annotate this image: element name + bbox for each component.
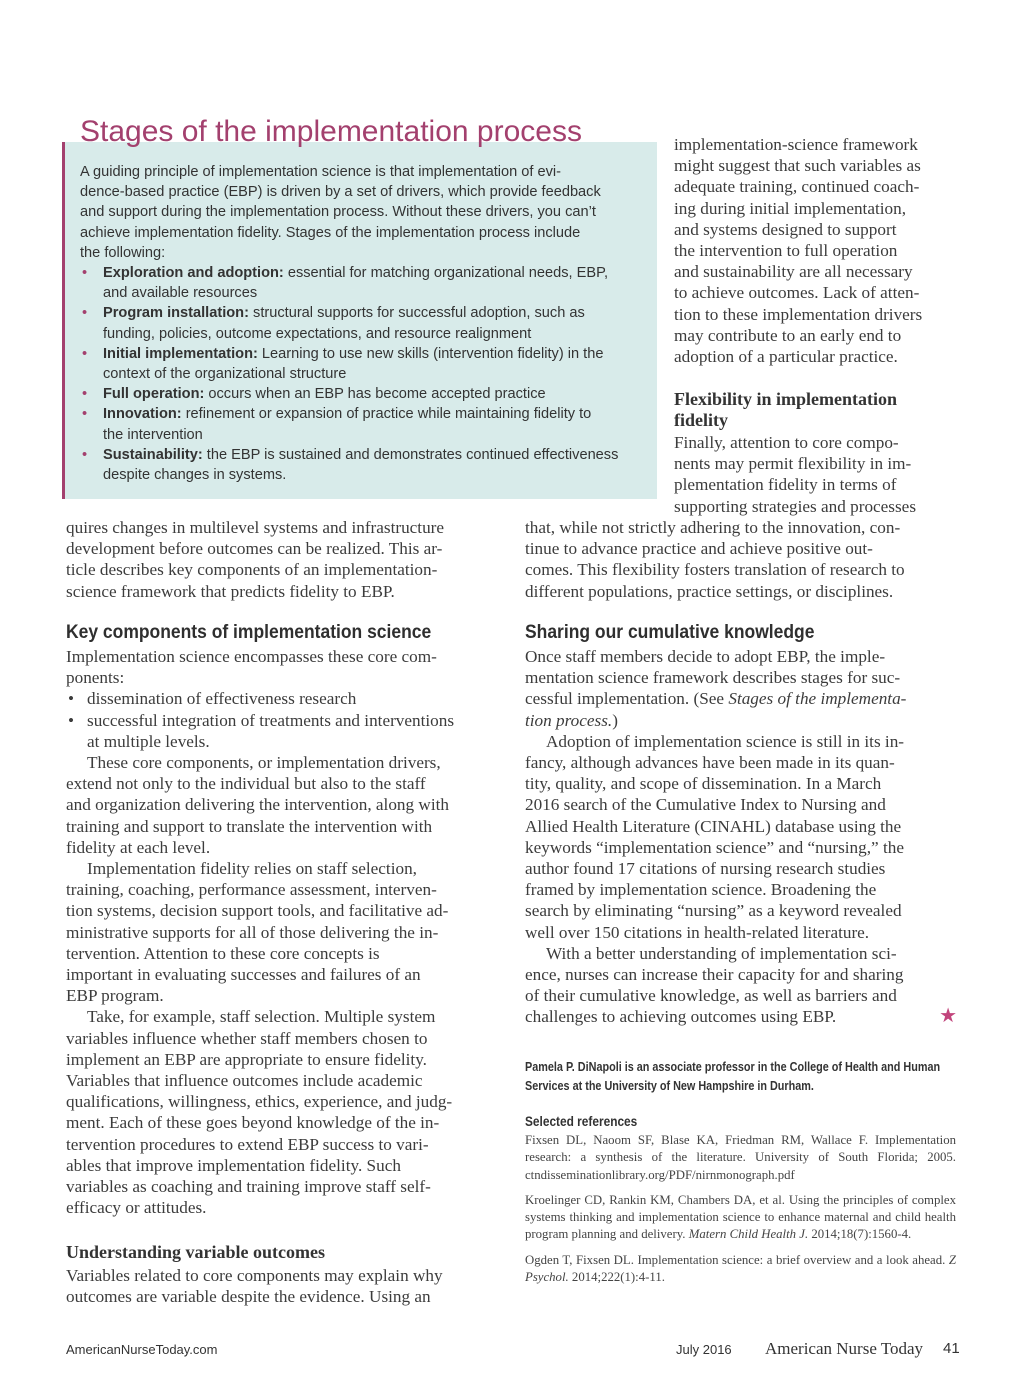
list-item: • dissemination of effectiveness research [68, 689, 357, 709]
reference-item: Fixsen DL, Naoom SF, Blase KA, Friedman RM, Wallace F. Implementation research: a synthesis of the literature. University of South Florida; 2005. ctndisseminationlibrary.org/PDF/nirnmonograph.pdf [525, 1133, 956, 1182]
stage-item: • Program installation: structural supports for successful adoption, such as funding, policies, outcome expectations, and resource realignment [82, 305, 585, 342]
sidebar-reference: Stages of the implementa- [728, 689, 907, 709]
flexibility-paragraph-wide: that, while not strictly adhering to the innovation, con- tinue to advance practice and achieve positive out- comes. This flexibility fosters translation of research to different populations, practice settings, or disciplines. [525, 518, 905, 601]
stage-item: • Sustainability: the EBP is sustained and demonstrates continued effectiveness despite changes in systems. [82, 446, 619, 484]
references-heading: Selected references [525, 1114, 638, 1129]
bullet-icon: • [82, 446, 88, 463]
footer-website: AmericanNurseToday.com [66, 1342, 218, 1357]
variable-outcomes-heading: Understanding variable outcomes [66, 1242, 326, 1262]
stage-list [80, 263, 640, 485]
stage-item: • Exploration and adoption: essential for matching organizational needs, EBP, and available resources [82, 265, 609, 302]
paragraph: Implementation fidelity relies on staff selection, training, coaching, performance assessment, interven- tion systems, decision support tools, and facilitative ad- ministrative supports for all of those delivering the in- tervention. Attention to these core concepts is important in evaluating successes and failures of an EBP program. [66, 859, 449, 1006]
paragraph: Once staff members decide to adopt EBP, the imple- mentation science framework describes stages for suc- cessful implementation. (See Stages of the implementa- tion process.) [525, 647, 907, 730]
footer-date: July 2016 [676, 1342, 732, 1357]
author-bio: Pamela P. DiNapoli is an associate professor in the College of Health and Human Services at the University of New Hampshire in Durham. [525, 1060, 941, 1093]
paragraph: Take, for example, staff selection. Multiple system variables influence whether staff members chosen to implement an EBP are appropriate to ensure fidelity. Variables that influence outcomes include academic qualifications, willingness, ethics, experience, and judg- ment. Each of these goes beyond knowledge of the in- tervention procedures to extend EBP success to vari- ables that improve implementation fidelity. Such variables as coaching and training improve staff self- efficacy or attitudes. [66, 1007, 453, 1218]
sharing-heading: Sharing our cumulative knowledge [525, 622, 815, 643]
sidebar-intro: A guiding principle of implementation science is that implementation of evi- dence-based practice (EBP) is driven by a set of drivers, which provide feedback and support during the implementation process. Without these drivers, you can’t achieve implementation fidelity. Stages of the implementation process include the following: [80, 164, 601, 261]
footer-magazine: American Nurse Today [765, 1339, 924, 1358]
bullet-icon: • [82, 386, 88, 403]
intro-continuation: quires changes in multilevel systems and infrastructure development before outcomes can be realized. This ar- ticle describes key components of an implementation- science framework that predicts fidelity to EBP. [66, 518, 445, 601]
right-top-paragraph: implementation-science framework might suggest that such variables as adequate training, continued coach- ing during initial implementation, and systems designed to support the intervention to full operation and sustainability are all necessary to achieve outcomes. Lack of atten- tion to these implementation drivers may contribute to an early end to adoption of a particular practice. [674, 135, 923, 367]
bullet-icon: • [82, 265, 88, 282]
bullet-icon: • [82, 305, 88, 322]
reference-item: Ogden T, Fixsen DL. Implementation science: a brief overview and a look ahead. Z Psychol. 2014;222(1):4-11. [525, 1252, 956, 1285]
paragraph: These core components, or implementation drivers, extend not only to the individual but also to the staff and organization delivering the intervention, along with training and support to translate the intervention with fidelity at each level. [66, 753, 449, 857]
list-item: • successful integration of treatments and interventions at multiple levels. [68, 710, 455, 751]
paragraph: Adoption of implementation science is still in its in- fancy, although advances have been made in its quan- tity, quality, and scope of dissemination. In a March 2016 search of the Cumulative Index to Nursing and Allied Health Literature (CINAHL) database using the keywords “implementation science” and “nursing,” the author found 17 citations of nursing research studies framed by implementation science. Broadening the search by eliminating “nursing” as a keyword revealed well over 150 citations in health-related literature. [525, 731, 905, 942]
variable-outcomes-body: Variables related to core components may explain why outcomes are variable despite the evidence. Using an [66, 1266, 443, 1307]
key-components-body: Implementation science encompasses these core com- ponents: • dissemination of effectiveness research • successful integration of treatments and interventions at multiple levels. These core components, or implementation drivers, extend not only to the individual but also to the staff and organization delivering the intervention, along with training and support to translate the intervention with fidelity at each level. Implementation fidelity relies on staff selection, training, coaching, performance assessment, interven- tion systems, decision support tools, and facilitative ad- ministrative supports for all of those delivering the in- tervention. Attention to these core concepts is important in evaluating successes and failures of an EBP program. Take, for example, staff selection. Multiple system variables influence whether staff members chosen to implement an EBP are appropriate to ensure fidelity. Variables that influence outcomes include academic qualifications, willingness, ethics, experience, and judg- ment. Each of these goes beyond knowledge of the in- tervention procedures to extend EBP success to vari- ables that improve implementation fidelity. Such variables as coaching and training improve staff self- efficacy or attitudes. [66, 646, 498, 1218]
references-list [525, 1132, 956, 1294]
stage-item: • Full operation: occurs when an EBP has become accepted practice [80, 384, 640, 404]
key-components-heading: Key components of implementation science [66, 622, 432, 643]
sidebar-title: Stages of the implementation process [80, 115, 582, 148]
sharing-body [525, 646, 957, 1028]
sidebar-text [80, 162, 640, 485]
bullet-icon: • [82, 345, 88, 362]
bullet-icon: • [82, 406, 88, 423]
bullet-icon: • [68, 689, 75, 709]
flexibility-heading: Flexibility in implementation fidelity [674, 389, 897, 431]
end-star-icon: ★ [939, 1005, 957, 1028]
stage-item: • Innovation: refinement or expansion of practice while maintaining fidelity to the intervention [82, 406, 592, 443]
reference-item: Kroelinger CD, Rankin KM, Chambers DA, et al. Using the principles of complex systems thinking and implementation science to enhance maternal and child health program planning and delivery. Matern Child Health J. 2014;18(7):1560-4. [525, 1192, 956, 1242]
page-number: 41 [943, 1340, 960, 1357]
stage-item: • Initial implementation: Learning to use new skills (intervention fidelity) in the context of the organizational structure [82, 345, 604, 383]
flexibility-paragraph-narrow: Finally, attention to core compo- nents may permit flexibility in im- plementation fidelity in terms of supporting strategies and processes [674, 433, 917, 516]
component-list [66, 688, 498, 752]
paragraph: With a better understanding of implementation sci- ence, nurses can increase their capacity for and sharing of their cumulative knowledge, as well as barriers and ★ challenges to achieving outcomes using EBP. [525, 943, 957, 1028]
bullet-icon: • [68, 710, 75, 730]
